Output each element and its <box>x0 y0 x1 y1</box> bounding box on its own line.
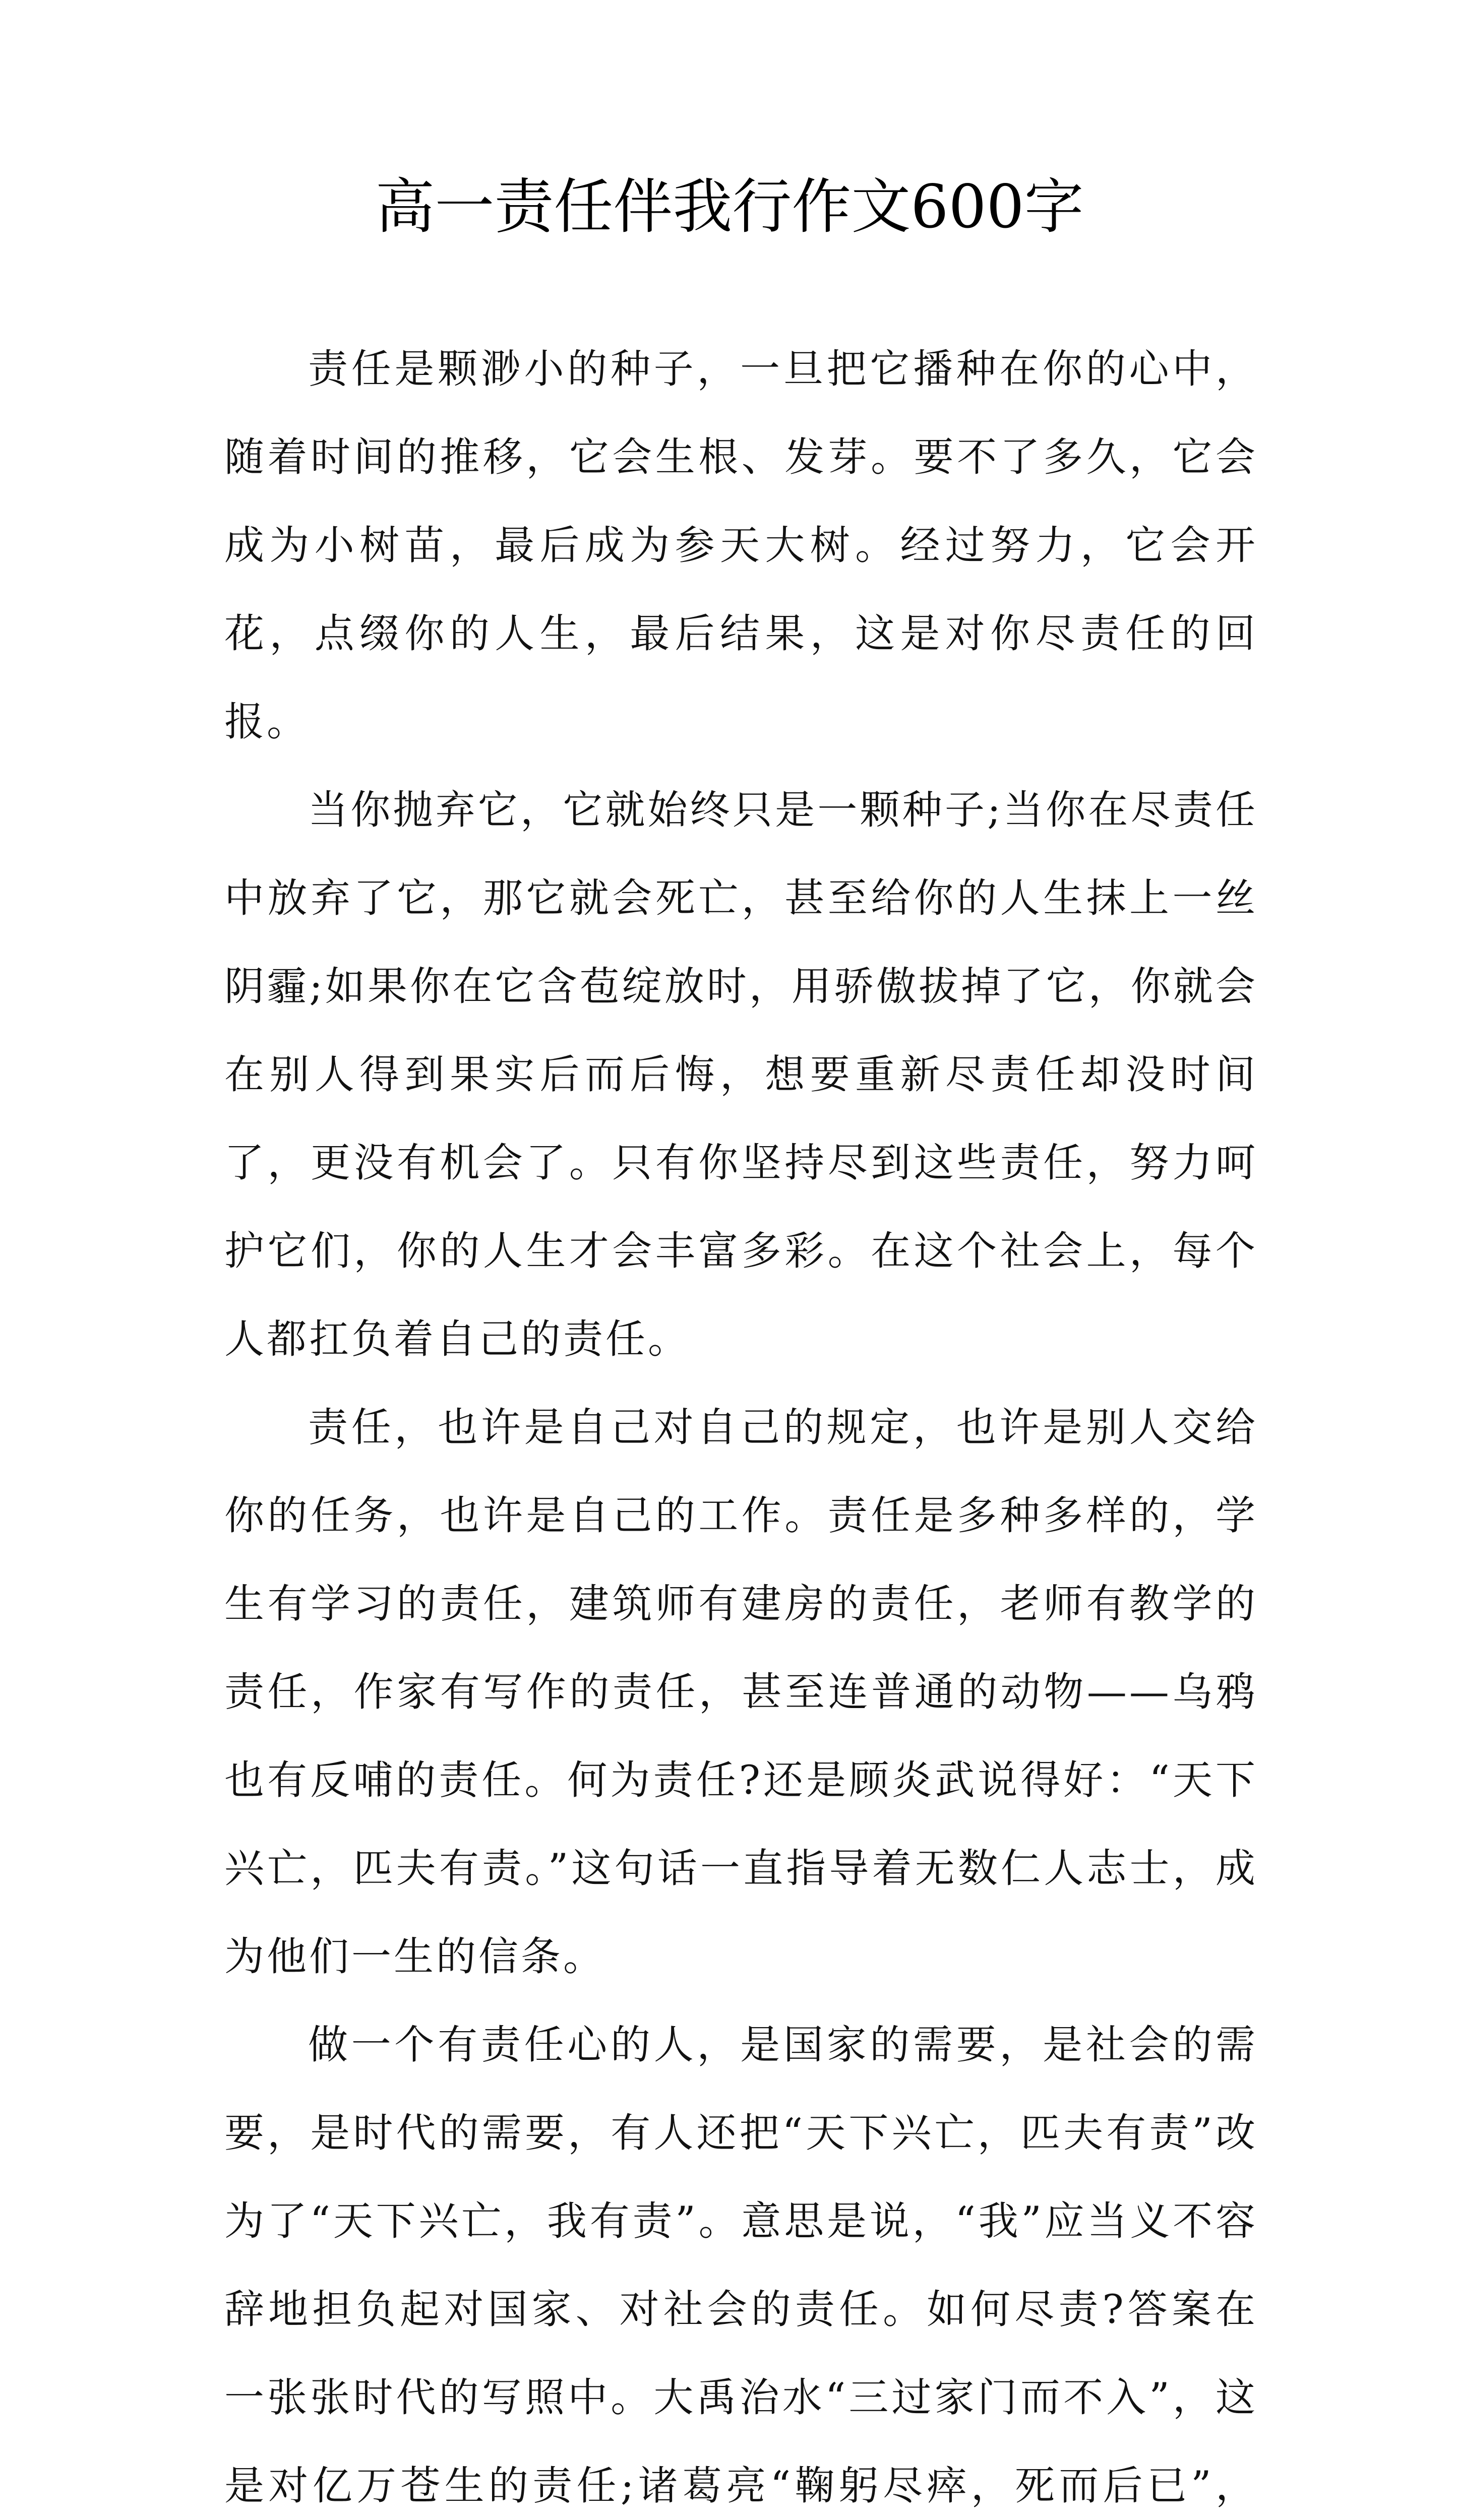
paragraph: 责任，也许是自己对自己的规定，也许是别人交给你的任务，也许是自己的工作。责任是多种多样的，学生有学习的责任，建筑师有建房的责任，老师有教学的责任，作家有写作的责任，甚至连普通的动物——乌鸦也有反哺的责任。何为责任?还是顾炎武说得好：“天下兴亡，匹夫有责。”这句话一直指导着无数仁人志士，成为他们一生的信条。 <box>224 1404 1258 1980</box>
paragraph: 做一个有责任心的人，是国家的需要，是社会的需要，是时代的需要，有人还把“天下兴亡，匹夫有责”改为了“天下兴亡，我有责”。意思是说，“我”应当义不容辞地担负起对国家、对社会的责任。如何尽责?答案在一张张时代的写照中。大禹治水“三过家门而不入”，这是对亿万苍生的责任;诸葛亮“鞠躬尽瘁，死而后已”， <box>224 2022 1258 2509</box>
paragraph: 责任是颗渺小的种子，一旦把它播种在你的心中，随着时间的推移，它会生根、发芽。要不了多久，它会成为小树苗，最后成为参天大树。经过努力，它会开花，点缀你的人生，最后结果，这是对你尽责任的回报。 <box>224 346 1258 745</box>
document-title: 高一责任伴我行作文600字 <box>375 172 1084 241</box>
document-body <box>224 325 1258 2520</box>
paragraph: 当你抛弃它，它就始终只是一颗种子;当你在尽责任中放弃了它，那它就会死亡，甚至给你的人生抹上一丝阴霾;如果你在它含苞绽放时，用骄傲拔掉了它，你就会在别人得到果实后而后悔，想要重新尽责任却没时间了，更没有机会了。只有你坚持尽到这些责任，努力呵护它们，你的人生才会丰富多彩。在这个社会上，每个人都扛负着自己的责任。 <box>224 787 1258 1362</box>
